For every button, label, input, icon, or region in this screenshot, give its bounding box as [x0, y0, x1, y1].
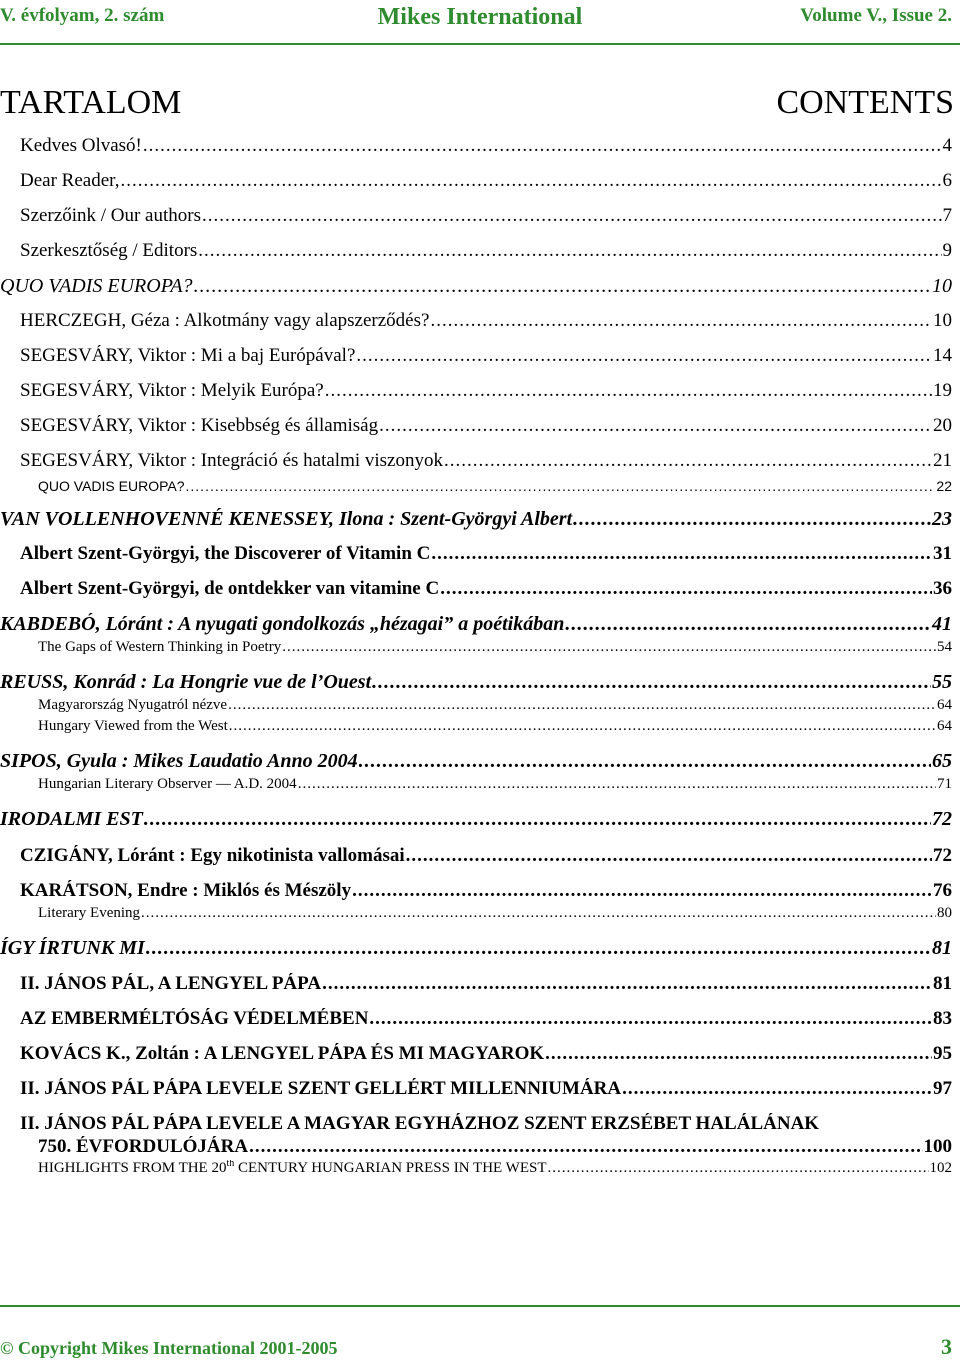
toc-entry-page: 64 — [937, 718, 952, 734]
toc-entry-label: Szerkesztőség / Editors — [20, 240, 198, 261]
toc-leader — [372, 671, 931, 694]
toc-section[interactable] — [0, 613, 952, 636]
toc-entry-page: 10 — [932, 275, 952, 297]
toc-entry-page: 22 — [936, 478, 952, 494]
toc-leader — [120, 170, 941, 192]
toc-leader — [249, 1136, 922, 1158]
toc-entry[interactable] — [20, 415, 952, 437]
toc-entry-label: SIPOS, Gyula : Mikes Laudatio Anno 2004 — [0, 750, 358, 772]
toc-entry-page: 14 — [933, 345, 952, 366]
toc-leader — [352, 880, 932, 902]
toc-entry-label: Magyarország Nyugatról nézve — [38, 697, 228, 713]
toc-leader — [359, 750, 931, 773]
footer-rule — [0, 1305, 960, 1307]
toc-entry[interactable] — [20, 578, 952, 600]
toc-entry-page: 97 — [933, 1078, 952, 1099]
toc-entry-label: KOVÁCS K., Zoltán : A LENGYEL PÁPA ÉS MI MAGYAROK — [20, 1043, 545, 1064]
toc-leader — [143, 135, 942, 157]
toc-entry-label: QUO VADIS EUROPA? — [0, 275, 193, 297]
toc-title-en: CONTENTS — [776, 84, 954, 121]
toc-leader — [369, 1008, 932, 1030]
toc-subentry[interactable] — [38, 718, 952, 735]
toc-leader — [573, 508, 931, 531]
toc-leader — [548, 1160, 929, 1177]
toc-leader — [406, 845, 932, 867]
toc-leader — [194, 275, 931, 298]
toc-entry-page: 31 — [933, 543, 952, 564]
toc-entry-label: AZ EMBERMÉLTÓSÁG VÉDELMÉBEN — [20, 1008, 369, 1029]
header-volume-hu: V. évfolyam, 2. szám — [0, 5, 165, 26]
toc-subentry[interactable] — [38, 478, 952, 494]
toc-entry-page: 83 — [933, 1008, 952, 1029]
toc-leader — [146, 937, 931, 960]
toc-leader — [322, 973, 932, 995]
toc-entry-label: The Gaps of Western Thinking in Poetry — [38, 639, 282, 655]
toc-leader — [228, 697, 936, 714]
toc-entry-page: 81 — [933, 973, 952, 994]
toc-entry[interactable] — [20, 1008, 952, 1030]
toc-entry-page: 41 — [932, 613, 952, 635]
toc-leader — [565, 613, 931, 636]
toc-entry-page: 64 — [937, 697, 952, 713]
page-number: 3 — [941, 1334, 952, 1359]
toc-entry[interactable] — [20, 845, 952, 867]
toc-entry-continued[interactable] — [38, 1136, 952, 1158]
toc-entry-page: 71 — [937, 776, 952, 792]
toc-subentry[interactable] — [38, 1160, 952, 1177]
toc-entry-label: Hungarian Literary Observer — A.D. 2004 — [38, 776, 297, 792]
toc-entry-page: 21 — [933, 450, 952, 471]
toc-entry-page: 81 — [932, 937, 952, 959]
toc-entry-page: 80 — [937, 905, 952, 921]
toc-entry-label: VAN VOLLENHOVENNÉ KENESSEY, Ilona : Szent-Györgyi Albert — [0, 508, 573, 530]
toc-subentry[interactable] — [38, 639, 952, 656]
toc-leader — [202, 205, 942, 227]
toc-leader — [141, 905, 936, 922]
header-rule — [0, 43, 960, 45]
toc-entry-label: ÍGY ÍRTUNK MI — [0, 937, 145, 959]
toc-entry-label-part: HIGHLIGHTS FROM THE 20 — [38, 1160, 227, 1176]
toc-entry-label: SEGESVÁRY, Viktor : Melyik Európa? — [20, 380, 324, 401]
toc-entry-label: Hungary Viewed from the West — [38, 718, 228, 734]
toc-entry[interactable] — [20, 973, 952, 995]
toc-entry-label: Literary Evening — [38, 905, 141, 921]
toc-entry[interactable] — [20, 170, 952, 192]
toc-leader — [622, 1078, 932, 1100]
toc-entry-wrapped[interactable] — [20, 1113, 819, 1135]
toc-entry-page: 7 — [942, 205, 952, 226]
toc-section[interactable] — [0, 671, 952, 694]
toc-entry-page: 65 — [932, 750, 952, 772]
toc-leader — [431, 543, 932, 565]
toc-entry[interactable] — [20, 205, 952, 227]
toc-entry-page: 72 — [932, 808, 952, 830]
toc-subentry[interactable] — [38, 905, 952, 922]
toc-section[interactable] — [0, 937, 952, 960]
toc-entry-label: Dear Reader, — [20, 170, 120, 191]
header-volume-en: Volume V., Issue 2. — [800, 5, 952, 26]
toc-entry-label: REUSS, Konrád : La Hongrie vue de l’Ouest — [0, 671, 372, 693]
toc-leader — [229, 718, 936, 735]
toc-leader — [379, 415, 932, 437]
toc-leader — [282, 639, 936, 656]
toc-entry-label: Szerzőink / Our authors — [20, 205, 201, 226]
toc-entry-page: 4 — [942, 135, 952, 156]
toc-entry-label: 750. ÉVFORDULÓJÁRA — [38, 1136, 249, 1157]
toc-title-hu: TARTALOM — [0, 84, 182, 121]
toc-leader — [198, 240, 941, 262]
toc-leader — [325, 380, 932, 402]
toc-subentry[interactable] — [38, 776, 952, 793]
toc-entry-label: II. JÁNOS PÁL, A LENGYEL PÁPA — [20, 973, 322, 994]
ordinal-suffix: th — [226, 1160, 235, 1169]
toc-entry-label: SEGESVÁRY, Viktor : Integráció és hatalmi viszonyok — [20, 450, 443, 471]
toc-entry-label: CZIGÁNY, Lóránt : Egy nikotinista vallomásai — [20, 845, 405, 866]
toc-entry[interactable] — [20, 240, 952, 262]
toc-entry-page: 54 — [937, 639, 952, 655]
toc-entry-label: SEGESVÁRY, Viktor : Mi a baj Európával? — [20, 345, 356, 366]
toc-entry-label: KARÁTSON, Endre : Miklós és Mészöly — [20, 880, 352, 901]
toc-section[interactable] — [0, 508, 952, 531]
toc-entry-page: 100 — [923, 1136, 952, 1157]
toc-entry-page: 10 — [933, 310, 952, 331]
toc-entry-page: 76 — [933, 880, 952, 901]
header-journal-title: Mikes International — [377, 4, 583, 30]
toc-leader — [440, 578, 932, 600]
toc-leader — [444, 450, 932, 472]
toc-entry-page: 23 — [932, 508, 952, 530]
toc-entry-page: 95 — [933, 1043, 952, 1064]
toc-leader — [356, 345, 932, 367]
toc-entry-label: QUO VADIS EUROPA? — [38, 478, 185, 494]
toc-entry[interactable] — [20, 345, 952, 367]
toc-entry-label: HERCZEGH, Géza : Alkotmány vagy alapszerződés? — [20, 310, 430, 331]
toc-leader — [186, 478, 936, 494]
toc-entry[interactable] — [20, 880, 952, 902]
toc-entry-label: SEGESVÁRY, Viktor : Kisebbség és államiság — [20, 415, 379, 436]
toc-entry-page: 36 — [933, 578, 952, 599]
toc-entry-label: KABDEBÓ, Lóránt : A nyugati gondolkozás „hézagai” a poétikában — [0, 613, 565, 635]
toc-entry-page: 20 — [933, 415, 952, 436]
footer-copyright: © Copyright Mikes International 2001-2005 — [0, 1338, 338, 1358]
toc-leader — [545, 1043, 932, 1065]
page-header — [0, 0, 960, 40]
toc-entry-page: 9 — [942, 240, 952, 261]
toc-section[interactable] — [0, 750, 952, 773]
toc-entry-label: II. JÁNOS PÁL PÁPA LEVELE A MAGYAR EGYHÁZHOZ SZENT ERZSÉBET HALÁLÁNAK — [20, 1113, 820, 1134]
toc-entry[interactable] — [20, 1078, 952, 1100]
toc-entry[interactable] — [20, 1043, 952, 1065]
toc-leader — [430, 310, 932, 332]
toc-entry-page: 55 — [932, 671, 952, 693]
toc-entry-label-part: CENTURY HUNGARIAN PRESS IN THE WEST — [234, 1160, 547, 1176]
toc-entry[interactable] — [20, 310, 952, 332]
toc-entry-label: IRODALMI EST — [0, 808, 143, 830]
toc-entry-label: Albert Szent-Györgyi, de ontdekker van vitamine C — [20, 578, 440, 599]
toc-entry-page: 6 — [942, 170, 952, 191]
toc-entry[interactable] — [20, 450, 952, 472]
toc-entry-page: 19 — [933, 380, 952, 401]
toc-entry[interactable] — [20, 380, 952, 402]
toc-section[interactable] — [0, 808, 952, 831]
toc-entry-label: Albert Szent-Györgyi, the Discoverer of Vitamin C — [20, 543, 431, 564]
toc-leader — [144, 808, 931, 831]
toc-subentry[interactable] — [38, 697, 952, 714]
toc-leader — [298, 776, 936, 793]
toc-entry-label: II. JÁNOS PÁL PÁPA LEVELE SZENT GELLÉRT MILLENNIUMÁRA — [20, 1078, 622, 1099]
toc-section[interactable] — [0, 275, 952, 298]
toc-entry[interactable] — [20, 135, 952, 157]
toc-entry[interactable] — [20, 543, 952, 565]
toc-entry-page: 72 — [933, 845, 952, 866]
toc-entry-page: 102 — [929, 1160, 952, 1176]
toc-entry-label: Kedves Olvasó! — [20, 135, 142, 156]
toc-entry-label — [38, 1160, 547, 1177]
